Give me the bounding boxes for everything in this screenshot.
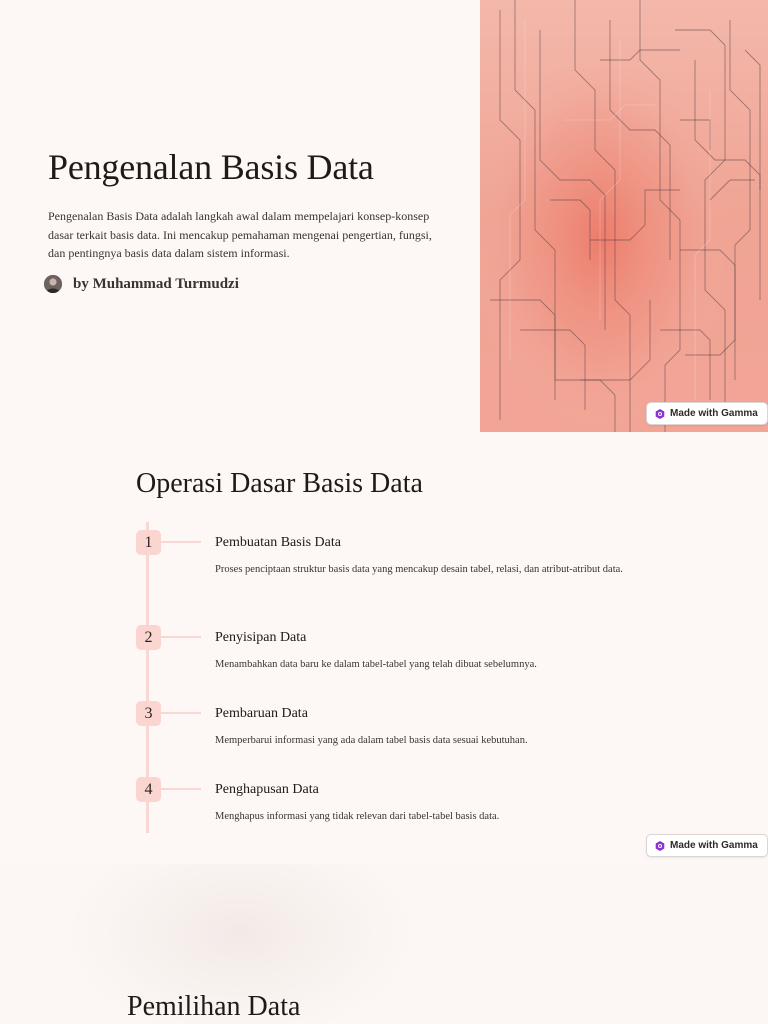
- step-number: 3: [136, 701, 161, 726]
- author-line: [44, 272, 239, 296]
- made-with-gamma-badge[interactable]: [646, 402, 768, 425]
- step-description: Menghapus informasi yang tidak relevan dari tabel-tabel basis data.: [215, 811, 500, 822]
- slide-1-body: Pengenalan Basis Data adalah langkah awal dalam mempelajari konsep-konsep dasar terkait basis data. Ini mencakup pemahaman mengenai pengertian, fungsi, dan pentingnya basis data dalam sistem informasi.: [48, 209, 432, 260]
- avatar: [44, 275, 62, 293]
- slide-1: [0, 0, 768, 432]
- step-number: 4: [136, 777, 161, 802]
- step-title: Pembuatan Basis Data: [215, 535, 341, 550]
- slide-2: [0, 432, 768, 864]
- slide-1-title: Pengenalan Basis Data: [48, 147, 374, 187]
- step-number: 1: [136, 530, 161, 555]
- author-name: by Muhammad Turmudzi: [73, 275, 239, 292]
- step-title: Pembaruan Data: [215, 706, 308, 721]
- step-description: Proses penciptaan struktur basis data yang mencakup desain tabel, relasi, dan atribut-atribut data.: [215, 564, 623, 575]
- slide-3-title: Pemilihan Data: [127, 991, 301, 1022]
- step-connector: [161, 788, 201, 790]
- step-title: Penyisipan Data: [215, 630, 307, 645]
- step-description: Memperbarui informasi yang ada dalam tabel basis data sesuai kebutuhan.: [215, 735, 528, 746]
- gamma-logo-icon: [655, 841, 665, 851]
- hero-circuit-image: [480, 0, 768, 432]
- gamma-logo-icon: [655, 409, 665, 419]
- badge-label: Made with Gamma: [670, 840, 758, 851]
- step-title: Penghapusan Data: [215, 782, 319, 797]
- made-with-gamma-badge[interactable]: [646, 834, 768, 857]
- slide-3: [0, 864, 768, 1024]
- step-connector: [161, 712, 201, 714]
- step-description: Menambahkan data baru ke dalam tabel-tabel yang telah dibuat sebelumnya.: [215, 659, 537, 670]
- step-connector: [161, 636, 201, 638]
- step-number: 2: [136, 625, 161, 650]
- step-connector: [161, 541, 201, 543]
- slide-2-title: Operasi Dasar Basis Data: [136, 468, 423, 499]
- badge-label: Made with Gamma: [670, 408, 758, 419]
